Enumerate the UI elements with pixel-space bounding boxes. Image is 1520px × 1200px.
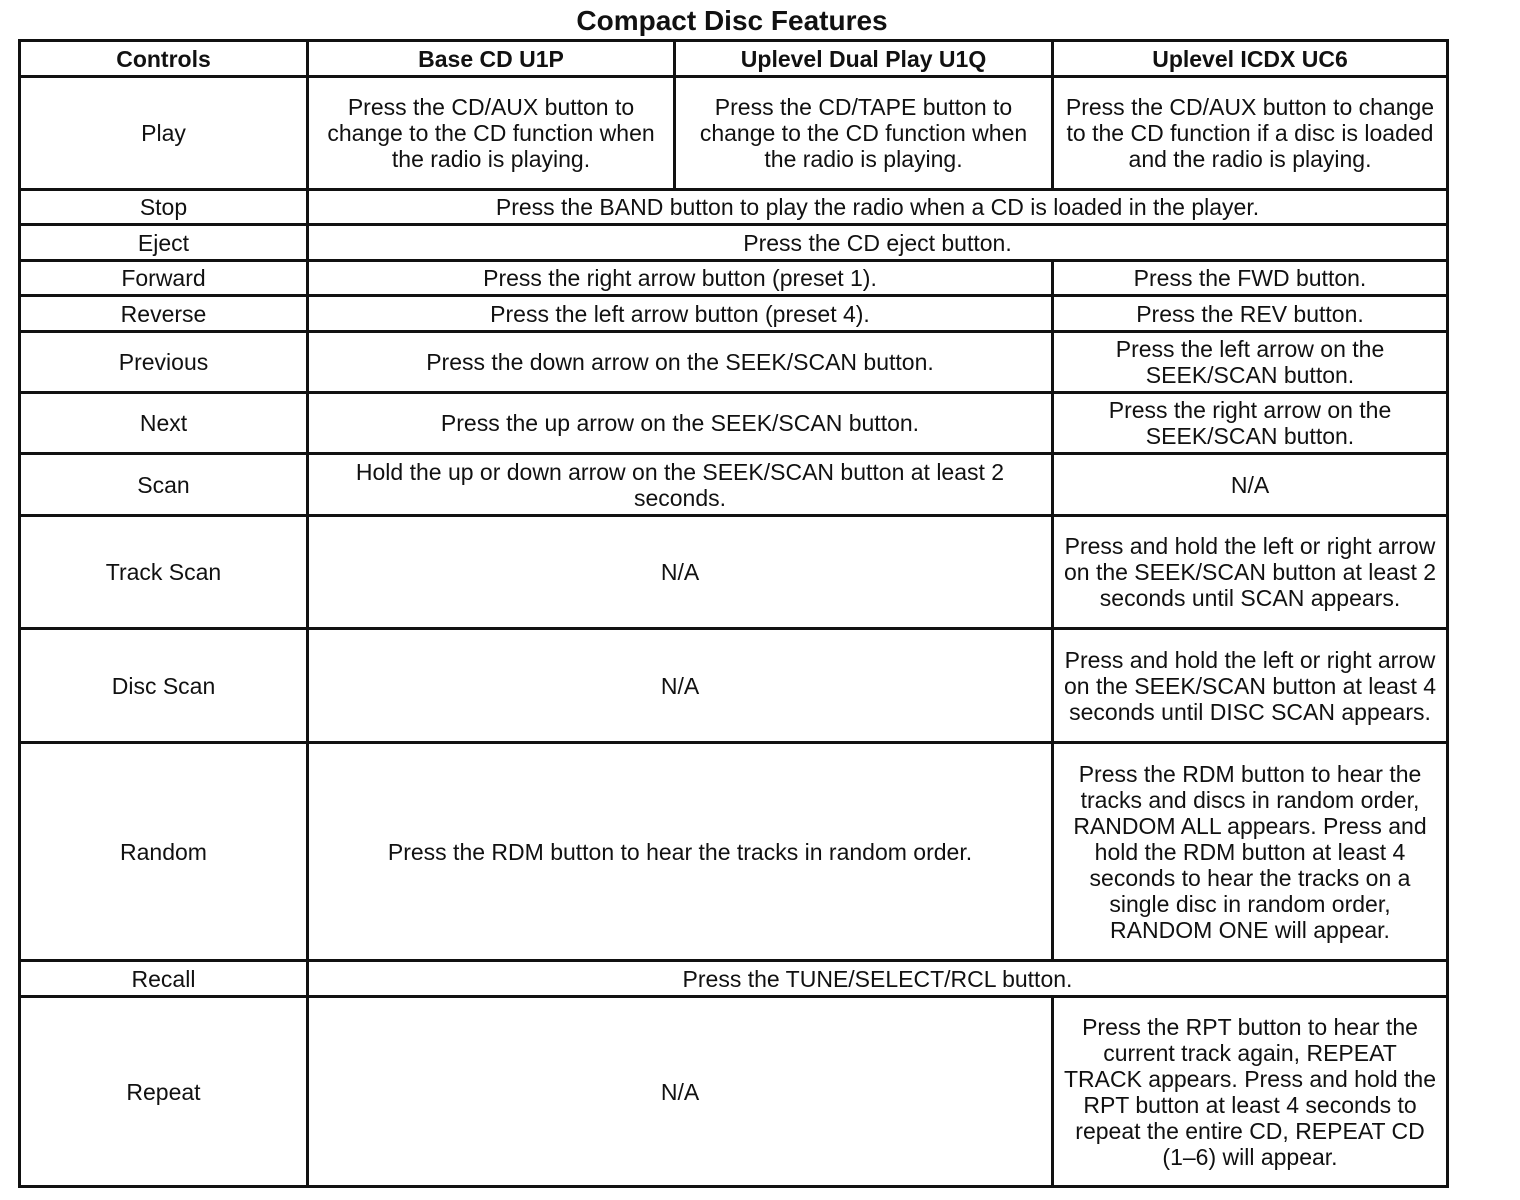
table-row bbox=[20, 516, 1448, 629]
header-controls: Controls bbox=[20, 41, 308, 77]
cell-previous-icdx: Press the left arrow on the SEEK/SCAN button. bbox=[1053, 332, 1448, 393]
row-label-recall: Recall bbox=[20, 961, 308, 997]
row-label-forward: Forward bbox=[20, 261, 308, 296]
cell-track-scan-icdx: Press and hold the left or right arrow on the SEEK/SCAN button at least 2 seconds until SCAN appears. bbox=[1053, 516, 1448, 629]
cell-previous-base-dual: Press the down arrow on the SEEK/SCAN button. bbox=[308, 332, 1053, 393]
cell-random-base-dual: Press the RDM button to hear the tracks in random order. bbox=[308, 743, 1053, 961]
cell-forward-base-dual: Press the right arrow button (preset 1). bbox=[308, 261, 1053, 296]
cell-disc-scan-icdx: Press and hold the left or right arrow on the SEEK/SCAN button at least 4 seconds until DISC SCAN appears. bbox=[1053, 629, 1448, 743]
cell-repeat-base-dual: N/A bbox=[308, 997, 1053, 1187]
cell-track-scan-base-dual: N/A bbox=[308, 516, 1053, 629]
header-base-cd: Base CD U1P bbox=[308, 41, 675, 77]
row-label-eject: Eject bbox=[20, 225, 308, 261]
row-label-play: Play bbox=[20, 77, 308, 190]
header-row bbox=[20, 41, 1448, 77]
header-dual-play: Uplevel Dual Play U1Q bbox=[675, 41, 1053, 77]
cell-scan-icdx: N/A bbox=[1053, 454, 1448, 516]
cell-play-base: Press the CD/AUX button to change to the CD function when the radio is playing. bbox=[308, 77, 675, 190]
cell-recall-all: Press the TUNE/SELECT/RCL button. bbox=[308, 961, 1448, 997]
row-label-previous: Previous bbox=[20, 332, 308, 393]
row-label-repeat: Repeat bbox=[20, 997, 308, 1187]
table-row bbox=[20, 961, 1448, 997]
table-row bbox=[20, 997, 1448, 1187]
table-row bbox=[20, 77, 1448, 190]
table-row bbox=[20, 393, 1448, 454]
cell-next-base-dual: Press the up arrow on the SEEK/SCAN button. bbox=[308, 393, 1053, 454]
table-row bbox=[20, 743, 1448, 961]
cell-random-icdx: Press the RDM button to hear the tracks and discs in random order, RANDOM ALL appears. Press and hold the RDM button at least 4 seconds to hear the tracks on a single disc in random order, RANDOM ONE will appear. bbox=[1053, 743, 1448, 961]
row-label-reverse: Reverse bbox=[20, 296, 308, 332]
header-icdx: Uplevel ICDX UC6 bbox=[1053, 41, 1448, 77]
cell-play-dual: Press the CD/TAPE button to change to the CD function when the radio is playing. bbox=[675, 77, 1053, 190]
cell-reverse-base-dual: Press the left arrow button (preset 4). bbox=[308, 296, 1053, 332]
table-row bbox=[20, 454, 1448, 516]
page-title: Compact Disc Features bbox=[576, 5, 888, 36]
table-row bbox=[20, 629, 1448, 743]
cell-play-icdx: Press the CD/AUX button to change to the CD function if a disc is loaded and the radio is playing. bbox=[1053, 77, 1448, 190]
cell-reverse-icdx: Press the REV button. bbox=[1053, 296, 1448, 332]
cell-stop-all: Press the BAND button to play the radio when a CD is loaded in the player. bbox=[308, 190, 1448, 225]
cell-scan-base-dual: Hold the up or down arrow on the SEEK/SCAN button at least 2 seconds. bbox=[308, 454, 1053, 516]
table-row bbox=[20, 332, 1448, 393]
row-label-scan: Scan bbox=[20, 454, 308, 516]
table-row bbox=[20, 296, 1448, 332]
cell-eject-all: Press the CD eject button. bbox=[308, 225, 1448, 261]
table-row bbox=[20, 225, 1448, 261]
row-label-random: Random bbox=[20, 743, 308, 961]
cell-repeat-icdx: Press the RPT button to hear the current track again, REPEAT TRACK appears. Press and hold the RPT button at least 4 seconds to repeat the entire CD, REPEAT CD (1–6) will appear. bbox=[1053, 997, 1448, 1187]
compact-disc-features-table bbox=[18, 39, 1449, 1188]
row-label-stop: Stop bbox=[20, 190, 308, 225]
cell-disc-scan-base-dual: N/A bbox=[308, 629, 1053, 743]
table-row bbox=[20, 261, 1448, 296]
row-label-disc-scan: Disc Scan bbox=[20, 629, 308, 743]
cell-forward-icdx: Press the FWD button. bbox=[1053, 261, 1448, 296]
row-label-next: Next bbox=[20, 393, 308, 454]
row-label-track-scan: Track Scan bbox=[20, 516, 308, 629]
cell-next-icdx: Press the right arrow on the SEEK/SCAN button. bbox=[1053, 393, 1448, 454]
table-row bbox=[20, 190, 1448, 225]
